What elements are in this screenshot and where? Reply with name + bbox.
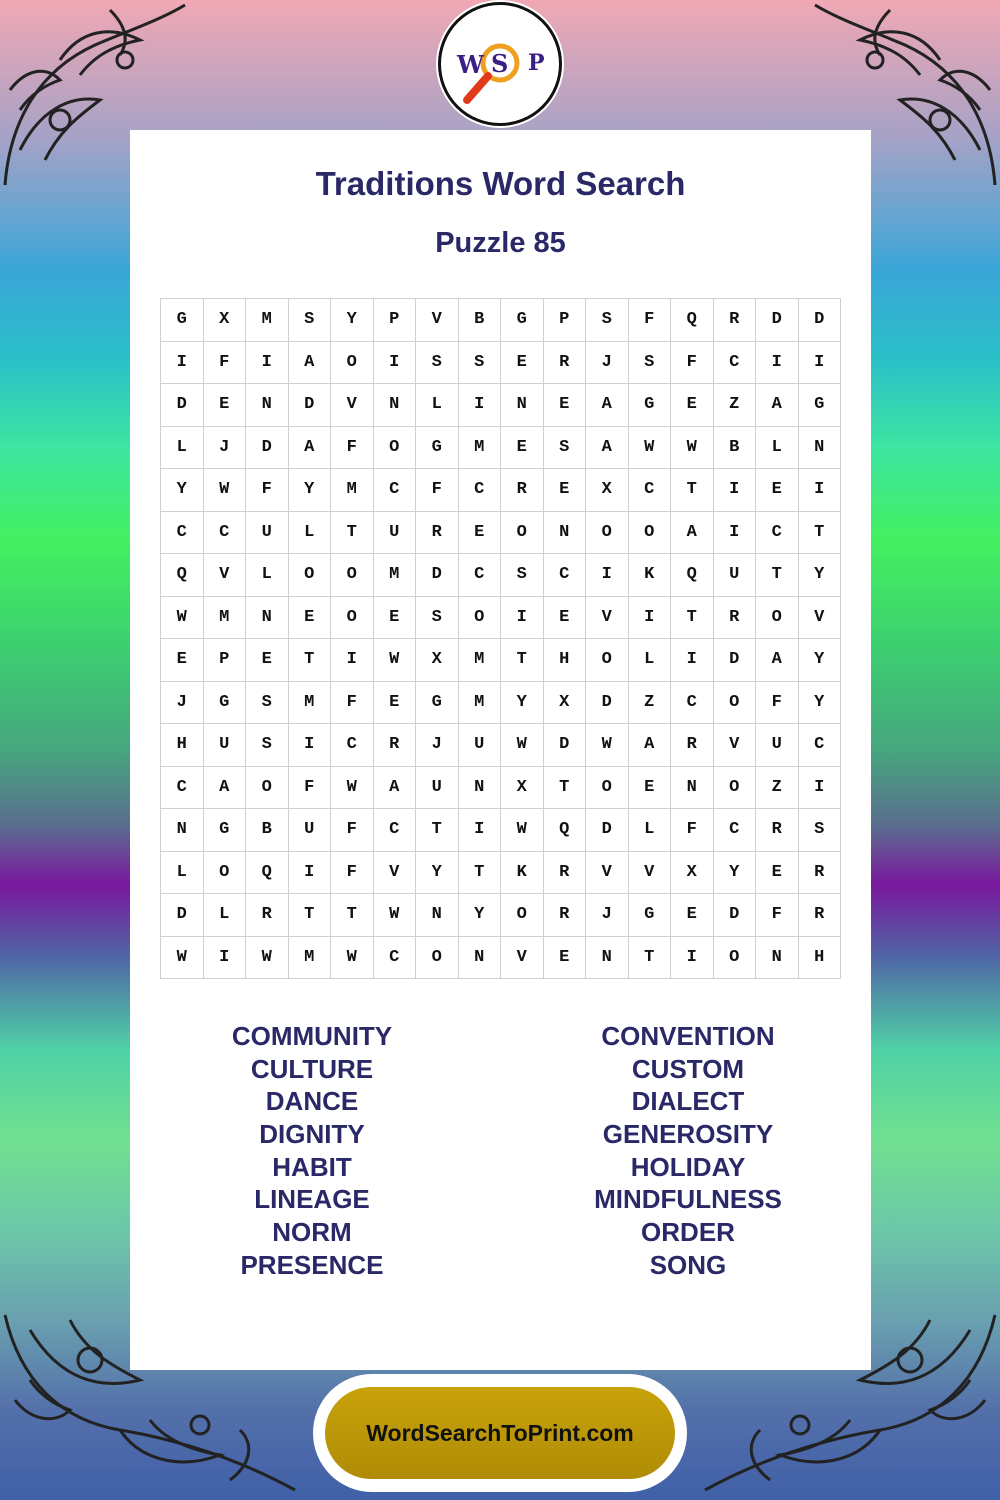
grid-cell[interactable]: I xyxy=(289,852,332,895)
grid-cell[interactable]: E xyxy=(756,469,799,512)
word-list-item: DIALECT xyxy=(631,1086,745,1117)
grid-cell[interactable]: C xyxy=(714,809,757,852)
grid-cell[interactable]: M xyxy=(331,469,374,512)
grid-cell[interactable]: H xyxy=(161,724,204,767)
grid-cell[interactable]: U xyxy=(756,724,799,767)
grid-cell[interactable]: G xyxy=(799,384,842,427)
grid-cell[interactable]: J xyxy=(586,894,629,937)
grid-cell[interactable]: Q xyxy=(161,554,204,597)
grid-cell[interactable]: V xyxy=(799,597,842,640)
grid-cell[interactable]: O xyxy=(204,852,247,895)
grid-cell[interactable]: U xyxy=(204,724,247,767)
grid-cell[interactable]: R xyxy=(756,809,799,852)
grid-cell[interactable]: E xyxy=(544,384,587,427)
grid-cell[interactable]: C xyxy=(374,469,417,512)
grid-cell[interactable]: O xyxy=(586,512,629,555)
grid-cell[interactable]: S xyxy=(246,724,289,767)
grid-cell[interactable]: X xyxy=(501,767,544,810)
grid-cell[interactable]: I xyxy=(799,342,842,385)
grid-cell[interactable]: I xyxy=(374,342,417,385)
grid-cell[interactable]: C xyxy=(161,512,204,555)
grid-cell[interactable]: T xyxy=(671,597,714,640)
grid-cell[interactable]: U xyxy=(416,767,459,810)
grid-cell[interactable]: W xyxy=(671,427,714,470)
grid-cell[interactable]: S xyxy=(586,299,629,342)
grid-cell[interactable]: C xyxy=(161,767,204,810)
grid-cell[interactable]: F xyxy=(671,809,714,852)
grid-cell[interactable]: C xyxy=(374,809,417,852)
grid-cell[interactable]: V xyxy=(204,554,247,597)
grid-cell[interactable]: W xyxy=(586,724,629,767)
grid-cell[interactable]: O xyxy=(289,554,332,597)
grid-cell[interactable]: I xyxy=(756,342,799,385)
grid-cell[interactable]: E xyxy=(501,342,544,385)
grid-cell[interactable]: M xyxy=(459,427,502,470)
word-list-item: CONVENTION xyxy=(601,1021,775,1051)
word-list-item: COMMUNITY xyxy=(231,1021,393,1051)
grid-cell[interactable]: C xyxy=(459,469,502,512)
grid-cell[interactable]: R xyxy=(501,469,544,512)
grid-cell[interactable]: N xyxy=(416,894,459,937)
grid-cell[interactable]: M xyxy=(246,299,289,342)
logo-letter-p: P xyxy=(528,50,545,76)
page-title: Traditions Word Search xyxy=(315,165,686,202)
grid-cell[interactable]: I xyxy=(671,937,714,980)
grid-cell[interactable]: Y xyxy=(501,682,544,725)
grid-cell[interactable]: J xyxy=(416,724,459,767)
grid-cell[interactable]: M xyxy=(204,597,247,640)
grid-cell[interactable]: D xyxy=(714,639,757,682)
grid-cell[interactable]: L xyxy=(629,639,672,682)
website-badge[interactable] xyxy=(313,1374,687,1492)
grid-cell[interactable]: P xyxy=(374,299,417,342)
grid-cell[interactable]: C xyxy=(756,512,799,555)
grid-cell[interactable]: E xyxy=(544,937,587,980)
letter-grid xyxy=(160,298,841,979)
word-list-item: CUSTOM xyxy=(631,1053,745,1084)
grid-cell[interactable]: F xyxy=(246,469,289,512)
website-badge-inner[interactable] xyxy=(325,1387,675,1479)
grid-cell[interactable]: N xyxy=(246,597,289,640)
grid-cell[interactable]: Y xyxy=(799,682,842,725)
grid-cell[interactable]: I xyxy=(331,639,374,682)
grid-cell[interactable]: S xyxy=(799,809,842,852)
grid-cell[interactable]: N xyxy=(161,809,204,852)
grid-cell[interactable]: Q xyxy=(544,809,587,852)
grid-cell[interactable]: Y xyxy=(161,469,204,512)
grid-cell[interactable]: R xyxy=(799,852,842,895)
grid-cell[interactable]: R xyxy=(544,342,587,385)
grid-cell[interactable]: X xyxy=(671,852,714,895)
grid-cell[interactable]: L xyxy=(629,809,672,852)
word-list-item: HABIT xyxy=(272,1151,352,1182)
grid-cell[interactable]: O xyxy=(756,597,799,640)
grid-cell[interactable]: T xyxy=(544,767,587,810)
grid-cell[interactable]: A xyxy=(289,427,332,470)
grid-cell[interactable]: V xyxy=(331,384,374,427)
wsp-logo[interactable] xyxy=(438,2,562,126)
word-list-right xyxy=(523,1020,853,1282)
grid-cell[interactable]: I xyxy=(671,639,714,682)
grid-cell[interactable]: E xyxy=(204,384,247,427)
grid-cell[interactable]: L xyxy=(416,384,459,427)
grid-cell[interactable]: T xyxy=(289,894,332,937)
grid-cell[interactable]: M xyxy=(289,682,332,725)
grid-cell[interactable]: W xyxy=(331,937,374,980)
grid-cell[interactable]: N xyxy=(544,512,587,555)
grid-cell[interactable]: Q xyxy=(671,299,714,342)
grid-cell[interactable]: I xyxy=(246,342,289,385)
grid-cell[interactable]: I xyxy=(714,469,757,512)
grid-cell[interactable]: F xyxy=(416,469,459,512)
grid-cell[interactable]: Y xyxy=(459,894,502,937)
grid-cell[interactable]: S xyxy=(544,427,587,470)
grid-cell[interactable]: F xyxy=(331,809,374,852)
grid-cell[interactable]: W xyxy=(331,767,374,810)
grid-cell[interactable]: D xyxy=(161,894,204,937)
grid-cell[interactable]: H xyxy=(544,639,587,682)
grid-cell[interactable]: C xyxy=(714,342,757,385)
grid-cell[interactable]: S xyxy=(459,342,502,385)
grid-cell[interactable]: F xyxy=(289,767,332,810)
grid-cell[interactable]: K xyxy=(501,852,544,895)
grid-cell[interactable]: E xyxy=(544,597,587,640)
grid-cell[interactable]: S xyxy=(629,342,672,385)
grid-cell[interactable]: N xyxy=(501,384,544,427)
grid-cell[interactable]: C xyxy=(459,554,502,597)
grid-cell[interactable]: I xyxy=(629,597,672,640)
grid-cell[interactable]: T xyxy=(331,894,374,937)
grid-cell[interactable]: F xyxy=(331,427,374,470)
grid-cell[interactable]: O xyxy=(331,554,374,597)
grid-cell[interactable]: T xyxy=(799,512,842,555)
grid-cell[interactable]: O xyxy=(501,512,544,555)
grid-cell[interactable]: Y xyxy=(416,852,459,895)
grid-cell[interactable]: E xyxy=(671,894,714,937)
grid-cell[interactable]: C xyxy=(331,724,374,767)
grid-cell[interactable]: G xyxy=(629,384,672,427)
grid-cell[interactable]: I xyxy=(799,767,842,810)
grid-cell[interactable]: B xyxy=(459,299,502,342)
grid-cell[interactable]: X xyxy=(204,299,247,342)
grid-cell[interactable]: S xyxy=(246,682,289,725)
grid-cell[interactable]: W xyxy=(161,597,204,640)
grid-cell[interactable]: G xyxy=(204,809,247,852)
grid-cell[interactable]: O xyxy=(331,342,374,385)
grid-cell[interactable]: D xyxy=(161,384,204,427)
word-list-item: CULTURE xyxy=(250,1053,374,1084)
grid-cell[interactable]: E xyxy=(289,597,332,640)
grid-cell[interactable]: J xyxy=(586,342,629,385)
grid-cell[interactable]: W xyxy=(374,639,417,682)
grid-cell[interactable]: R xyxy=(714,299,757,342)
grid-cell[interactable]: F xyxy=(756,894,799,937)
grid-cell[interactable]: I xyxy=(714,512,757,555)
grid-cell[interactable]: E xyxy=(374,682,417,725)
word-list-item: PRESENCE xyxy=(240,1249,384,1280)
grid-cell[interactable]: E xyxy=(756,852,799,895)
grid-cell[interactable]: N xyxy=(459,767,502,810)
grid-cell[interactable]: O xyxy=(331,597,374,640)
grid-cell[interactable]: N xyxy=(586,937,629,980)
grid-cell[interactable]: D xyxy=(586,809,629,852)
grid-cell[interactable]: M xyxy=(374,554,417,597)
puzzle-sheet xyxy=(130,130,871,1370)
grid-cell[interactable]: M xyxy=(289,937,332,980)
grid-cell[interactable]: W xyxy=(374,894,417,937)
grid-cell[interactable]: D xyxy=(799,299,842,342)
grid-cell[interactable]: E xyxy=(501,427,544,470)
grid-cell[interactable]: N xyxy=(459,937,502,980)
grid-cell[interactable]: E xyxy=(671,384,714,427)
grid-cell[interactable]: G xyxy=(501,299,544,342)
grid-cell[interactable]: U xyxy=(289,809,332,852)
grid-cell[interactable]: N xyxy=(671,767,714,810)
grid-cell[interactable]: S xyxy=(416,597,459,640)
grid-cell[interactable]: L xyxy=(161,427,204,470)
grid-cell[interactable]: C xyxy=(629,469,672,512)
grid-cell[interactable]: Y xyxy=(714,852,757,895)
grid-cell[interactable]: E xyxy=(161,639,204,682)
grid-cell[interactable]: F xyxy=(331,852,374,895)
grid-cell[interactable]: D xyxy=(756,299,799,342)
grid-cell[interactable]: O xyxy=(246,767,289,810)
grid-cell[interactable]: D xyxy=(714,894,757,937)
grid-cell[interactable]: H xyxy=(799,937,842,980)
grid-cell[interactable]: X xyxy=(416,639,459,682)
grid-cell[interactable]: V xyxy=(586,597,629,640)
grid-cell[interactable]: R xyxy=(374,724,417,767)
grid-cell[interactable]: O xyxy=(629,512,672,555)
grid-cell[interactable]: W xyxy=(501,809,544,852)
grid-cell[interactable]: I xyxy=(161,342,204,385)
grid-cell[interactable]: V xyxy=(586,852,629,895)
grid-cell[interactable]: F xyxy=(331,682,374,725)
grid-cell[interactable]: C xyxy=(544,554,587,597)
word-list-left xyxy=(147,1020,477,1282)
logo-letter-w: W xyxy=(457,50,484,79)
grid-cell[interactable]: E xyxy=(629,767,672,810)
grid-cell[interactable]: A xyxy=(586,384,629,427)
grid-cell[interactable]: T xyxy=(756,554,799,597)
grid-cell[interactable]: D xyxy=(586,682,629,725)
grid-cell[interactable]: A xyxy=(756,639,799,682)
grid-cell[interactable]: N xyxy=(799,427,842,470)
grid-cell[interactable]: S xyxy=(289,299,332,342)
grid-cell[interactable]: C xyxy=(374,937,417,980)
grid-cell[interactable]: Y xyxy=(799,554,842,597)
grid-cell[interactable]: G xyxy=(416,682,459,725)
grid-cell[interactable]: U xyxy=(714,554,757,597)
grid-cell[interactable]: L xyxy=(246,554,289,597)
grid-cell[interactable]: C xyxy=(671,682,714,725)
grid-cell[interactable]: O xyxy=(459,597,502,640)
grid-cell[interactable]: A xyxy=(204,767,247,810)
grid-cell[interactable]: V xyxy=(374,852,417,895)
grid-cell[interactable]: V xyxy=(629,852,672,895)
puzzle-number: Puzzle 85 xyxy=(435,227,566,259)
grid-cell[interactable]: L xyxy=(289,512,332,555)
grid-cell[interactable]: W xyxy=(629,427,672,470)
grid-cell[interactable]: T xyxy=(416,809,459,852)
word-list-item: NORM xyxy=(272,1217,352,1248)
grid-cell[interactable]: R xyxy=(416,512,459,555)
grid-cell[interactable]: A xyxy=(756,384,799,427)
grid-cell[interactable]: G xyxy=(416,427,459,470)
grid-cell[interactable]: B xyxy=(714,427,757,470)
grid-cell[interactable]: A xyxy=(374,767,417,810)
grid-cell[interactable]: I xyxy=(289,724,332,767)
grid-cell[interactable]: A xyxy=(629,724,672,767)
grid-cell[interactable]: L xyxy=(756,427,799,470)
grid-cell[interactable]: T xyxy=(289,639,332,682)
grid-cell[interactable]: T xyxy=(671,469,714,512)
grid-cell[interactable]: S xyxy=(501,554,544,597)
grid-cell[interactable]: O xyxy=(416,937,459,980)
grid-cell[interactable]: D xyxy=(246,427,289,470)
grid-cell[interactable]: I xyxy=(459,384,502,427)
grid-cell[interactable]: F xyxy=(671,342,714,385)
grid-cell[interactable]: J xyxy=(161,682,204,725)
grid-cell[interactable]: N xyxy=(756,937,799,980)
grid-cell[interactable]: Q xyxy=(671,554,714,597)
grid-cell[interactable]: O xyxy=(714,767,757,810)
word-list-item: LINEAGE xyxy=(254,1184,370,1215)
grid-cell[interactable]: T xyxy=(459,852,502,895)
grid-cell[interactable]: X xyxy=(544,682,587,725)
grid-cell[interactable]: R xyxy=(714,597,757,640)
grid-cell[interactable]: D xyxy=(416,554,459,597)
grid-cell[interactable]: V xyxy=(416,299,459,342)
grid-cell[interactable]: X xyxy=(586,469,629,512)
grid-cell[interactable]: O xyxy=(714,682,757,725)
grid-cell[interactable]: N xyxy=(374,384,417,427)
logo-letter-s: S xyxy=(491,49,509,78)
word-list-item: MINDFULNESS xyxy=(594,1184,782,1215)
grid-cell[interactable]: G xyxy=(629,894,672,937)
grid-cell[interactable]: C xyxy=(204,512,247,555)
grid-cell[interactable]: S xyxy=(416,342,459,385)
grid-cell[interactable]: V xyxy=(714,724,757,767)
word-list-item: GENEROSITY xyxy=(602,1119,774,1150)
grid-cell[interactable]: B xyxy=(246,809,289,852)
grid-cell[interactable]: E xyxy=(374,597,417,640)
grid-cell[interactable]: M xyxy=(459,682,502,725)
grid-cell[interactable]: Z xyxy=(629,682,672,725)
grid-cell[interactable]: R xyxy=(799,894,842,937)
grid-cell[interactable]: O xyxy=(586,639,629,682)
grid-cell[interactable]: Y xyxy=(289,469,332,512)
grid-cell[interactable]: Y xyxy=(799,639,842,682)
grid-cell[interactable]: J xyxy=(204,427,247,470)
grid-cell[interactable]: W xyxy=(246,937,289,980)
grid-cell[interactable]: I xyxy=(204,937,247,980)
grid-cell[interactable]: E xyxy=(246,639,289,682)
word-list-item: DANCE xyxy=(265,1086,359,1117)
grid-cell[interactable]: C xyxy=(799,724,842,767)
grid-cell[interactable]: O xyxy=(586,767,629,810)
grid-cell[interactable]: F xyxy=(629,299,672,342)
grid-cell[interactable]: O xyxy=(501,894,544,937)
grid-cell[interactable]: U xyxy=(374,512,417,555)
grid-cell[interactable]: P xyxy=(544,299,587,342)
grid-cell[interactable]: T xyxy=(501,639,544,682)
grid-cell[interactable]: U xyxy=(459,724,502,767)
grid-cell[interactable]: Y xyxy=(331,299,374,342)
grid-cell[interactable]: K xyxy=(629,554,672,597)
grid-cell[interactable]: I xyxy=(586,554,629,597)
grid-cell[interactable]: I xyxy=(501,597,544,640)
grid-cell[interactable]: W xyxy=(161,937,204,980)
grid-cell[interactable]: L xyxy=(161,852,204,895)
grid-cell[interactable]: Z xyxy=(756,767,799,810)
grid-cell[interactable]: D xyxy=(289,384,332,427)
grid-cell[interactable]: R xyxy=(544,852,587,895)
grid-cell[interactable]: O xyxy=(714,937,757,980)
grid-cell[interactable]: Q xyxy=(246,852,289,895)
website-link[interactable]: WordSearchToPrint.com xyxy=(366,1419,634,1446)
grid-cell[interactable]: P xyxy=(204,639,247,682)
grid-cell[interactable]: G xyxy=(161,299,204,342)
grid-cell[interactable]: Z xyxy=(714,384,757,427)
grid-cell[interactable]: M xyxy=(459,639,502,682)
grid-cell[interactable]: I xyxy=(459,809,502,852)
grid-cell[interactable]: A xyxy=(289,342,332,385)
grid-cell[interactable]: W xyxy=(501,724,544,767)
grid-cell[interactable]: V xyxy=(501,937,544,980)
grid-cell[interactable]: N xyxy=(246,384,289,427)
grid-cell[interactable]: E xyxy=(544,469,587,512)
word-list-item: ORDER xyxy=(641,1217,735,1248)
grid-cell[interactable]: I xyxy=(799,469,842,512)
grid-cell[interactable]: R xyxy=(246,894,289,937)
word-list-item: SONG xyxy=(649,1249,727,1280)
grid-cell[interactable]: A xyxy=(586,427,629,470)
grid-cell[interactable]: D xyxy=(544,724,587,767)
grid-cell[interactable]: T xyxy=(629,937,672,980)
grid-cell[interactable]: A xyxy=(671,512,714,555)
word-list-item: DIGNITY xyxy=(259,1119,365,1150)
grid-cell[interactable]: L xyxy=(204,894,247,937)
grid-cell[interactable]: U xyxy=(246,512,289,555)
grid-cell[interactable]: O xyxy=(374,427,417,470)
word-list-item: HOLIDAY xyxy=(630,1151,746,1182)
grid-cell[interactable]: F xyxy=(204,342,247,385)
grid-cell[interactable]: T xyxy=(331,512,374,555)
grid-cell[interactable]: G xyxy=(204,682,247,725)
grid-cell[interactable]: W xyxy=(204,469,247,512)
grid-cell[interactable]: F xyxy=(756,682,799,725)
grid-cell[interactable]: E xyxy=(459,512,502,555)
grid-cell[interactable]: R xyxy=(671,724,714,767)
grid-cell[interactable]: R xyxy=(544,894,587,937)
